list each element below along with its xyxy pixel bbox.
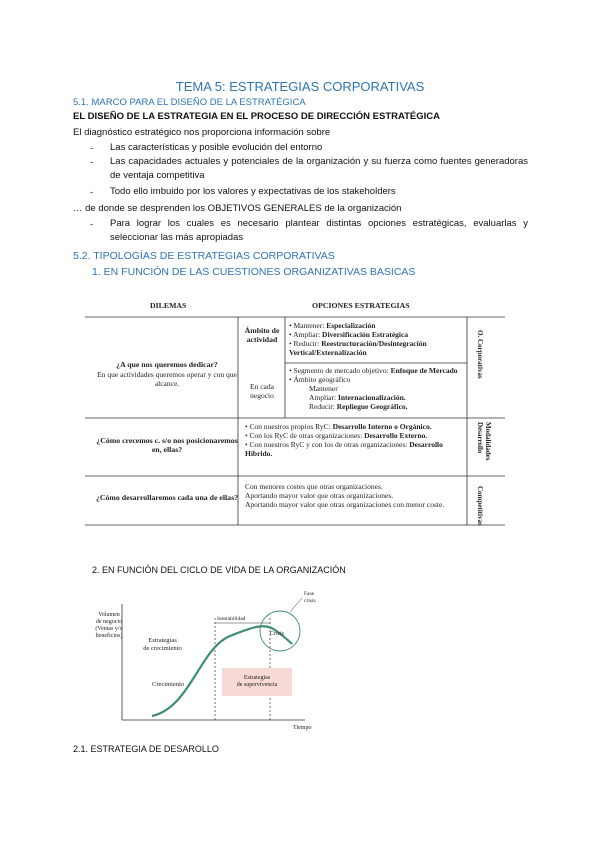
option-label: Reducir: [309,402,337,411]
subsection-2-heading: 2. EN FUNCIÓN DEL CICLO DE VIDA DE LA ORGANIZACIÓN [92,565,346,575]
competitive-options [245,482,467,509]
x-axis-label: Tiempo [293,725,312,731]
geo-ampliar [289,393,467,402]
geo-reducir [289,402,467,411]
option-value: Desarrollo Interno o Orgánico. [332,422,432,431]
option-label: Reducir: [293,339,322,348]
pointer-line [290,598,302,612]
list-item: Las capacidades actuales y potenciales de la organización y su fuerza como fuentes generadoras de ventaja competitiva [110,156,528,181]
option-label: Con nuestros propios RyC: [249,422,333,431]
section-5-1-heading: 5.1. MARCO PARA EL DISEÑO DE LA ESTRATÉGICA [73,97,306,108]
intro-text: El diagnóstico estratégico nos proporciona información sobre [73,127,331,138]
list-item: • Con nuestros propios RyC: Desarrollo Interno o Orgánico. [245,422,432,431]
y-label-line: beneficios) [95,633,123,639]
question-3: ¿Cómo desarrollaremos cada una de ellas? [96,493,238,502]
dash: - [90,157,94,168]
option-label: Con nuestros RyC y con los de otras organizaciones: [249,440,410,449]
header-opciones: OPCIONES ESTRATEGIAS [312,301,410,310]
label-line: Fase [304,591,315,597]
vertical-label-competitivas: Competitivas [476,486,484,526]
negocio-options [289,366,467,411]
label-line: Estrategias [243,675,271,681]
subsection-1-heading: 1. EN FUNCIÓN DE LAS CUESTIONES ORGANIZATIVAS BASICAS [92,266,416,278]
y-axis-label [90,612,128,640]
estrategias-crecimiento-label [140,637,185,653]
question-2: ¿Cómo crecemos c. s/o nos posicionaremos en, ellas? [96,436,238,454]
y-label-line: (Ventas y/o [95,626,123,632]
list-item: • Con los RyC de otras organizaciones: Desarrollo Externo. [245,431,428,440]
inestabilidad-label: Inestabilidad [217,616,246,622]
list-item: • Mantener: Especialización [289,321,376,330]
header-dilemas: DILEMAS [150,301,187,310]
list-item: Con menores costes que otras organizaciones. [245,482,383,491]
estrategias-supervivencia-label [222,675,292,689]
vertical-label-desarrollo: Modalidades Desarrollo [476,422,492,461]
option-label: Con los RyC de otras organizaciones: [249,431,365,440]
option-label: Segmento de mercado objetivo: [293,366,391,375]
vertical-label-corporativas: O. Corporativas [476,330,484,379]
list-item: Las características y posible evolución del entorno [110,142,323,153]
label-line: de crecimiento [143,645,182,652]
question-1: ¿A que nos queremos dedicar? [116,360,218,369]
fase-crisis-label [304,591,316,605]
list-item: • Ampliar: Diversificación Estratégica [289,330,409,339]
option-label: Ámbito geográfico [293,375,351,384]
lifecycle-diagram [80,588,340,738]
option-value: Enfoque de Mercado [390,366,458,375]
option-label: Ampliar: [309,393,338,402]
option-value: Reestructuración/Desintegración Vertical/Externalización [289,339,427,357]
geo-mantener: Mantener [309,384,338,393]
list-item: • Reducir: Reestructuración/Desintegración Vertical/Externalización [289,339,427,357]
ambito-label: Ámbito de actividad [244,326,280,344]
crisis-label: Crisis [270,631,285,637]
growth-options [245,422,467,458]
option-value: Desarrollo Híbrido. [245,440,443,458]
list-item: • Ámbito geográfico [289,375,351,384]
continuation-text: … de donde se desprenden los OBJETIVOS GENERALES de la organización [73,203,402,214]
list-item: • Con nuestros RyC y con los de otras organizaciones: Desarrollo Híbrido. [245,440,443,458]
dash: - [90,143,94,154]
list-item: Aportando mayor valor que otras organizaciones. [245,491,394,500]
option-value: Diversificación Estratégica [322,330,409,339]
page-title: TEMA 5: ESTRATEGIAS CORPORATIVAS [175,79,425,94]
label-line: Estrategias [148,637,177,644]
option-value: Especialización [326,321,376,330]
list-item: • Segmento de mercado objetivo: Enfoque de Mercado [289,366,458,375]
option-value: Internacionalización. [337,393,406,402]
dash: - [90,219,94,230]
list-item: Todo ello imbuido por los valores y expectativas de los stakeholders [110,186,396,197]
ambito-options [289,321,464,357]
crecimiento-label: Crecimiento [152,681,185,688]
list-item: Para lograr los cuales es necesario plantear distintas opciones estratégicas, evaluarlas y seleccionar las más apropiadas [110,218,528,243]
option-label: Ampliar: [293,330,323,339]
option-label: Mantener: [293,321,327,330]
subheading: EL DISEÑO DE LA ESTRATEGIA EN EL PROCESO DE DIRECCIÓN ESTRATÉGICA [73,111,441,122]
option-value: Desarrollo Externo. [364,431,428,440]
en-cada-label: En cada negocio [250,382,274,400]
list-item: Aportando mayor valor que otras organizaciones con menor coste. [245,500,445,509]
dash: - [90,187,94,198]
subsection-2-1-heading: 2.1. ESTRATEGIA DE DESAROLLO [73,744,219,754]
option-value: Repliegue Geográfico. [336,402,408,411]
label-line: crisis [304,598,316,604]
label-line: de supervivencia [236,682,278,688]
question-1-sub: En que actividades queremos operar y con que alcance. [97,370,237,388]
y-label-line: de negocio [95,619,123,625]
section-5-2-heading: 5.2. TIPOLOGÍAS DE ESTRATEGIAS CORPORATIVAS [73,250,335,262]
y-label-line: Volumen [98,612,120,618]
